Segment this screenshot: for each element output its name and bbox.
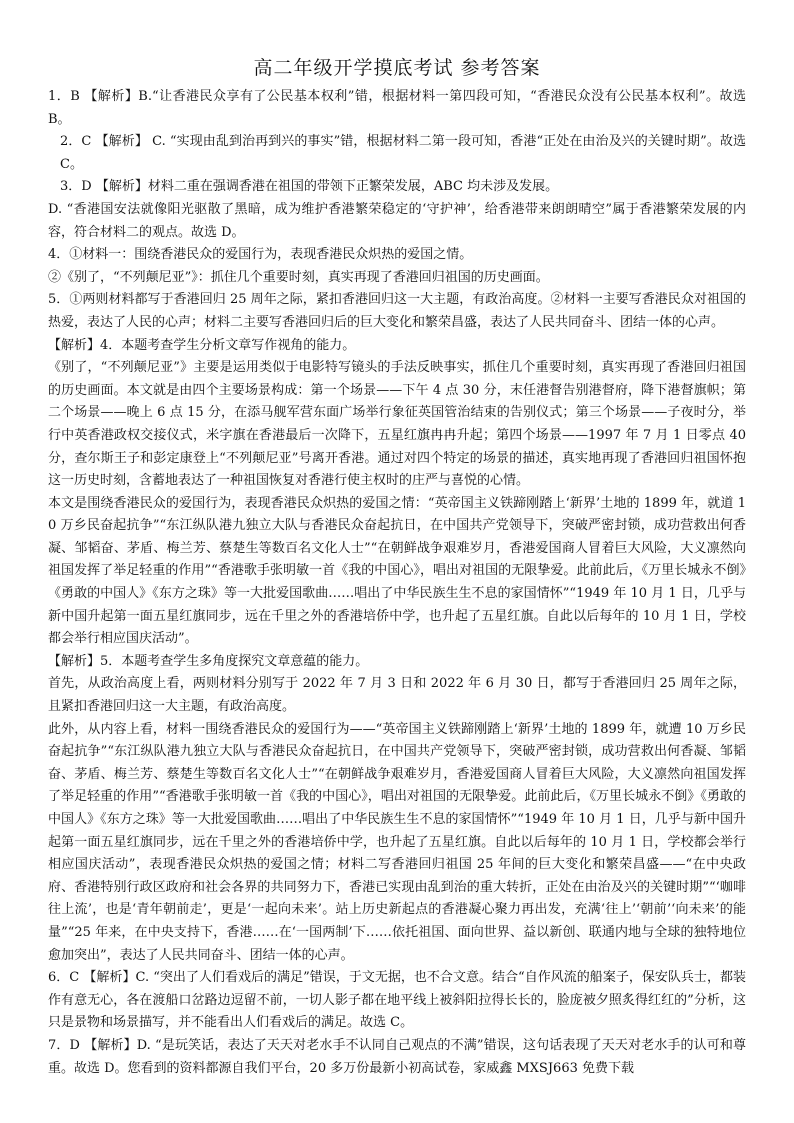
answer-3-option-d: D. “香港国安法就像阳光驱散了黑暗，成为维护香港繁荣稳定的‘守护神’，给香港带来朗朗晴空”属于香港繁荣发展的内容，符合材料二的观点。故选 D。	[48, 201, 746, 240]
answer-4-point-2: ②《别了，“不列颠尼亚”》：抓住几个重要时刻，真实再现了香港回归祖国的历史画面。	[48, 269, 549, 285]
answer-6: 6．C 【解析】C. “突出了人们看戏后的满足”错误，于文无据，也不合文意。结合“自作风流的船案子，保安队兵士，都装作有意无心，各在渡船口岔路边逗留不前，一切人影子都在地平线上被斜阳拉得长长的，脸庞被夕照炙得红红的”分析，这只是景物和场景描写，并不能看出人们看戏后的满足。故选 C。	[48, 970, 746, 1031]
analysis-4-paragraph-1: 《别了，“不列颠尼亚”》主要是运用类似于电影特写镜头的手法反映事实，抓住几个重要时刻，真实再现了香港回归祖国的历史画面。本文就是由四个主要场景构成：第一个场景——下午 4 点 30 分，末任港督告别港督府，降下港督旗帜；第二个场景——晚上 6 点 15 分，在添马舰军营东面广场举行象征英国管治结束的告别仪式；第三个场景——子夜时分，举行中英香港政权交接仪式，米字旗在香港最后一次降下，五星红旗冉冉升起；第四个场景——1997 年 7 月 1 日零点 40 分，查尔斯王子和彭定康登上“不列颠尼亚”号离开香港。通过对四个特定的场景的描述，真实地再现了香港回归祖国怀抱这一历史时刻，含蓄地表达了一种祖国恢复对香港行使主权时的庄严与喜悦的心情。	[48, 360, 746, 489]
analysis-4-paragraph-2: 本文是围绕香港民众的爱国行为，表现香港民众炽热的爱国之情：“英帝国主义铁蹄刚踏上‘新界’土地的 1899 年，就道 10 万乡民奋起抗争”“东江纵队港九独立大队与香港民众奋起抗日，在中国共产党领导下，突破严密封锁，成功营救出何香凝、邹韬奋、茅盾、梅兰芳、蔡楚生等数百名文化人士”“在朝鲜战争艰难岁月，香港爱国商人冒着巨大风险，大义凛然向祖国发挥了举足轻重的作用”“香港歌手张明敏一首《我的中国心》，唱出对祖国的无限挚爱。此前此后，《万里长城永不倒》《勇敢的中国人》《东方之珠》等一大批爱国歌曲……唱出了中华民族生生不息的家国情怀”“1949 年 10 月 1 日，几乎与新中国升起第一面五星红旗同步，远在千里之外的香港培侨中学，也升起了五星红旗。自此以后每年的 10 月 1 日，学校都会举行相应国庆活动”。	[48, 495, 746, 647]
answer-2: 2．C 【解析】 C. “实现由乱到治再到兴的事实”错，根据材料二第一段可知，香港“正处在由治及兴的关键时期”。故选 C。	[60, 134, 746, 172]
analysis-5-heading: 【解析】5．本题考查学生多角度探究文章意蕴的能力。	[48, 653, 369, 669]
answer-5: 5．①两则材料都写于香港回归 25 周年之际，紧扣香港回归这一大主题，有政治高度。②材料一主要写香港民众对祖国的热爱，表达了人民的心声；材料二主要写香港回归后的巨大变化和繁荣昌盛，表达了人民共同奋斗、团结一体的心声。	[48, 292, 746, 330]
analysis-5-paragraph-1: 首先，从政治高度上看，两则材料分别写于 2022 年 7 月 3 日和 2022 年 6 月 30 日，都写于香港回归 25 周年之际，且紧扣香港回归这一大主题，有政治高度。	[48, 676, 746, 715]
page-title: 高二年级开学摸底考试 参考答案	[253, 57, 541, 79]
answer-1: 1．B 【解析】B.“让香港民众享有了公民基本权利”错，根据材料一第四段可知，“香港民众没有公民基本权利”。故选 B。	[48, 89, 746, 127]
answer-3: 3．D 【解析】材料二重在强调香港在祖国的带领下正繁荣发展，ABC 均未涉及发展。	[60, 179, 559, 195]
analysis-4-heading: 【解析】4．本题考查学生分析文章写作视角的能力。	[48, 337, 356, 353]
analysis-5-paragraph-2: 此外，从内容上看，材料一围绕香港民众的爱国行为——“英帝国主义铁蹄刚踏上‘新界’土地的 1899 年，就遭 10 万乡民奋起抗争”“东江纵队港九独立大队与香港民众奋起抗日，在中国共产党领导下，突破严密封锁，成功营救出何香凝、邹韬奋、茅盾、梅兰芳、蔡楚生等数百名文化人士”“在朝鲜战争艰难岁月，香港爱国商人冒着巨大风险，大义凛然向祖国发挥了举足轻重的作用”“香港歌手张明敏一首《我的中国心》，唱出对祖国的无限挚爱。此前此后，《万里长城永不倒》《勇敢的中国人》《东方之珠》等一大批爱国歌曲……唱出了中华民族生生不息的家国情怀”“1949 年 10 月 1 日，几乎与新中国升起第一面五星红旗同步，远在千里之外的香港培侨中学，也升起了五星红旗。自此以后每年的 10 月 1 日，学校都会举行相应国庆活动”，表现香港民众炽热的爱国之情；材料二写香港回归祖国 25 年间的巨大变化和繁荣昌盛——“在中央政府、香港特别行政区政府和社会各界的共同努力下，香港已实现由乱到治的重大转折，正处在由治及兴的关键时期”“‘咖啡往上流’，也是‘青年朝前走’，更是‘一起向未来’。站上历史新起点的香港凝心聚力再出发，充满‘往上’‘朝前’‘向未来’的能量”“25 年来，在中央支持下，香港……在‘一国两制’下……依托祖国、面向世界、益以新创、联通内地与全球的独特地位愈加突出”，表达了人民共同奋斗、团结一体的心声。	[48, 721, 746, 963]
answer-4-point-1: 4．①材料一：围绕香港民众的爱国行为，表现香港民众炽热的爱国之情。	[48, 247, 473, 263]
answer-7: 7．D 【解析】D. “是玩笑话，表达了天天对老水手不认同自己观点的不满”错误，这句话表现了天天对老水手的认可和尊重。故选 D。您看到的资料都源自我们平台，20 多万份最新小初高试卷，家威鑫 MXSJ663 免费下载	[48, 1037, 746, 1076]
